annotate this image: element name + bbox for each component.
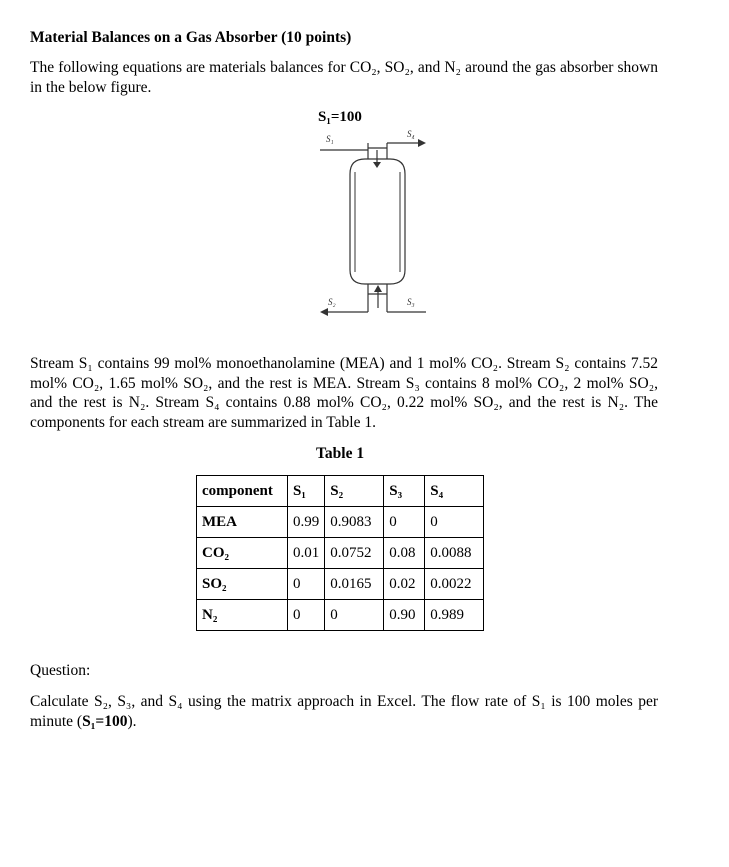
table-cell: 0.02 — [384, 569, 425, 600]
table-cell: 0.989 — [425, 600, 484, 631]
question-bold-flow: S₁=100 — [82, 712, 128, 730]
stream-description-text: Stream S₁ contains 99 mol% monoethanolamine (MEA) and 1 mol% CO₂. Stream S₂ contains 7.52 mol% CO₂, 1.65 mol% SO₂, and the rest is MEA. Stream S₃ contains 8 mol% CO₂, 2 mol% SO₂, and the rest is N₂. Stream S₄ contains 0.88 mol% CO₂, 0.22 mol% SO₂, and the rest is N₂. The components for each stream are summarized in Table 1. — [30, 355, 658, 431]
intro-paragraph — [30, 58, 658, 97]
absorber-column — [350, 159, 405, 284]
s1-arrow-head — [373, 162, 381, 168]
table-cell: 0.08 — [384, 538, 425, 569]
stream-label-s3: S₃ — [407, 297, 415, 307]
table-caption: Table 1 — [316, 445, 365, 462]
table-cell: 0.90 — [384, 600, 425, 631]
header-cell: S₂ — [325, 476, 384, 507]
stream-description-paragraph — [30, 354, 658, 432]
s1-flow-label: S₁=100 — [318, 109, 362, 125]
header-cell: component — [197, 476, 288, 507]
table-cell: 0.0165 — [325, 569, 384, 600]
question-label: Question: — [30, 662, 91, 679]
table-row — [197, 569, 484, 600]
stream-label-s2: S₂ — [328, 297, 336, 307]
table-cell: 0.0088 — [425, 538, 484, 569]
page-title: Material Balances on a Gas Absorber (10 points) — [30, 29, 352, 46]
header-cell: S₁ — [288, 476, 325, 507]
stream-label-s4: S₄ — [407, 129, 415, 139]
question-text: Calculate S₂, S₃, and S₄ using the matrix approach in Excel. The flow rate of S₁ is 100 moles per minute ( — [30, 693, 658, 730]
intro-text: The following equations are materials balances for CO₂, SO₂, and N₂ around the gas absorber shown in the below figure. — [30, 59, 658, 96]
table-cell: 0 — [384, 507, 425, 538]
table-cell: MEA — [197, 507, 288, 538]
table-row — [197, 507, 484, 538]
s4-arrow-head — [418, 139, 426, 147]
table-cell: 0.0022 — [425, 569, 484, 600]
table-cell: 0 — [325, 600, 384, 631]
s3-arrow-head — [374, 285, 382, 292]
stream-label-s1: S₁ — [326, 134, 334, 144]
table-row — [197, 600, 484, 631]
table-cell: N₂ — [197, 600, 288, 631]
question-body — [30, 692, 658, 731]
question-end: ). — [127, 712, 137, 730]
header-cell: S₃ — [384, 476, 425, 507]
component-table — [196, 475, 484, 631]
header-cell: S₄ — [425, 476, 484, 507]
gas-absorber-figure — [310, 128, 435, 323]
table-cell: 0.99 — [288, 507, 325, 538]
question-paragraph — [30, 692, 658, 731]
table-cell: 0 — [425, 507, 484, 538]
s2-arrow-head — [320, 308, 328, 316]
table-cell: 0.01 — [288, 538, 325, 569]
table-cell: 0 — [288, 600, 325, 631]
table-cell: 0 — [288, 569, 325, 600]
table-cell: SO₂ — [197, 569, 288, 600]
table-cell: CO₂ — [197, 538, 288, 569]
table-cell: 0.9083 — [325, 507, 384, 538]
table-cell: 0.0752 — [325, 538, 384, 569]
table-header-row — [197, 476, 484, 507]
table-row — [197, 538, 484, 569]
